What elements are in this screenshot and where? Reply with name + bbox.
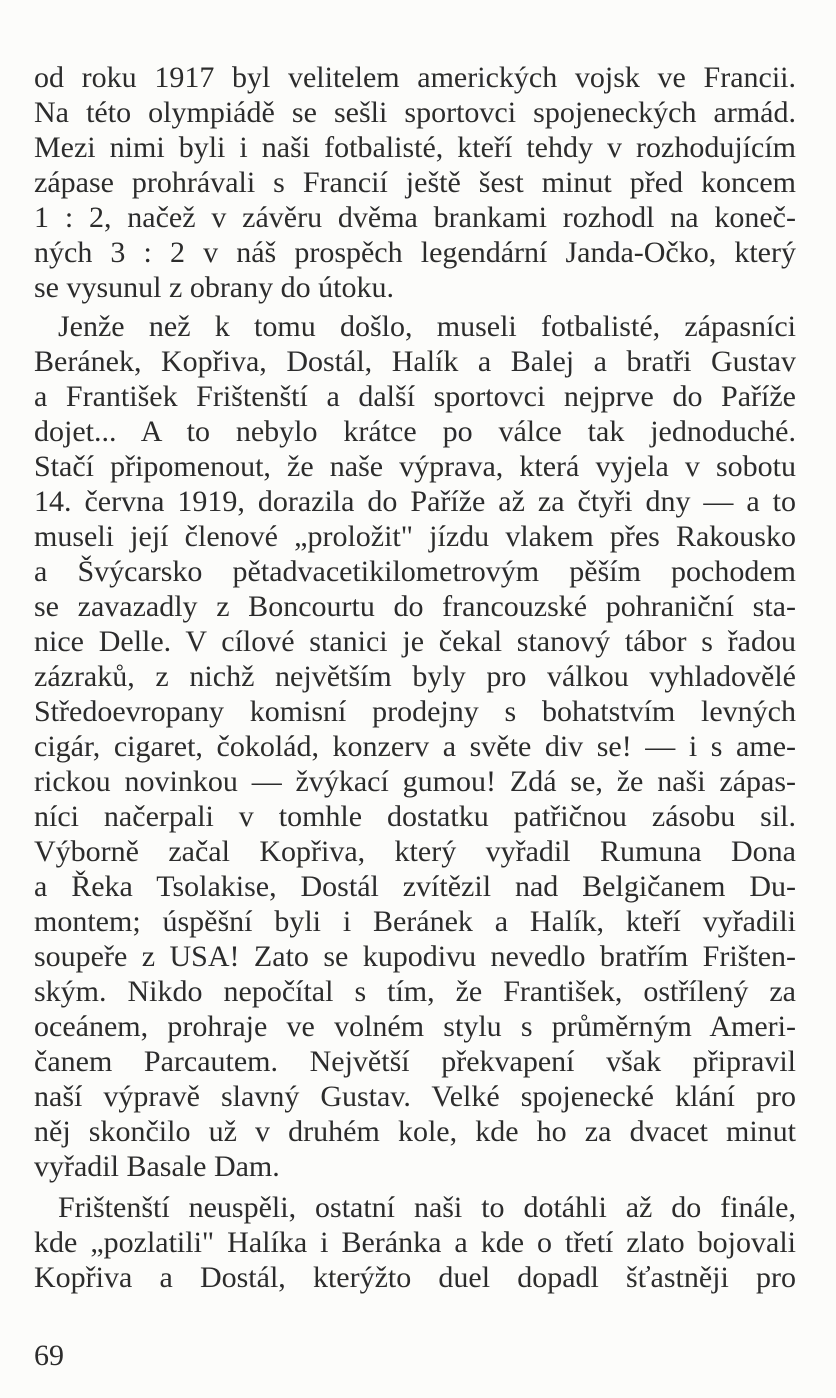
text-line: nice Delle. V cílové stanici je čekal stanový tábor s řadou <box>34 625 796 658</box>
text-line: zázraků, z nichž největším byly pro válkou vyhladovělé <box>34 660 796 693</box>
text-line: níci načerpali v tomhle dostatku patřičnou zásobu sil. <box>34 800 796 833</box>
text-line: Stačí připomenout, že naše výprava, která vyjela v sobotu <box>34 450 796 483</box>
text-line: Mezi nimi byli i naši fotbalisté, kteří tehdy v rozhodujícím <box>34 131 796 164</box>
text-line: zápase prohrávali s Francií ještě šest minut před koncem <box>34 166 796 199</box>
text-line: a Švýcarsko pětadvacetikilometrovým pěším pochodem <box>34 555 796 588</box>
text-line: vyřadil Basale Dam. <box>34 1150 280 1183</box>
text-line: rickou novinkou — žvýkací gumou! Zdá se, že naši zápas- <box>34 765 796 798</box>
text-line: cigár, cigaret, čokolád, konzerv a světe div se! — i s ame- <box>34 730 796 763</box>
text-line: montem; úspěšní byli i Beránek a Halík, kteří vyřadili <box>34 905 796 938</box>
text-line: Beránek, Kopřiva, Dostál, Halík a Balej a bratři Gustav <box>34 345 796 378</box>
text-line: od roku 1917 byl velitelem amerických vojsk ve Francii. <box>34 61 796 94</box>
text-line: a Řeka Tsolakise, Dostál zvítězil nad Belgičanem Du- <box>34 870 796 903</box>
text-line: se vysunul z obrany do útoku. <box>34 271 394 304</box>
text-line: museli její členové „proložit" jízdu vlakem přes Rakousko <box>34 520 796 553</box>
text-line: ných 3 : 2 v náš prospěch legendární Janda-Očko, který <box>34 236 796 269</box>
text-line: soupeře z USA! Zato se kupodivu nevedlo bratřím Frišten- <box>34 940 796 973</box>
text-line: 1 : 2, načež v závěru dvěma brankami rozhodl na koneč- <box>34 201 796 234</box>
text-line: 14. června 1919, dorazila do Paříže až za čtyři dny — a to <box>34 485 796 518</box>
text-line: dojet... A to nebylo krátce po válce tak jednoduché. <box>34 415 796 448</box>
text-line: a František Frištenští a další sportovci nejprve do Paříže <box>34 380 796 413</box>
page-number: 69 <box>34 1339 64 1372</box>
text-line: ským. Nikdo nepočítal s tím, že František, ostřílený za <box>34 975 796 1008</box>
text-line: kde „pozlatili" Halíka i Beránka a kde o třetí zlato bojovali <box>34 1226 796 1259</box>
text-line: se zavazadly z Boncourtu do francouzské pohraniční sta- <box>34 590 796 623</box>
text-line: oceánem, prohraje ve volném stylu s průměrným Ameri- <box>34 1010 796 1043</box>
text-line: něj skončilo už v druhém kole, kde ho za dvacet minut <box>34 1115 796 1148</box>
text-line: naší výpravě slavný Gustav. Velké spojenecké klání pro <box>34 1080 796 1113</box>
text-line: Jenže než k tomu došlo, museli fotbalisté, zápasníci <box>58 310 796 343</box>
text-line: čanem Parcautem. Největší překvapení však připravil <box>34 1045 796 1078</box>
text-line: Středoevropany komisní prodejny s bohatstvím levných <box>34 695 796 728</box>
text-line: Výborně začal Kopřiva, který vyřadil Rumuna Dona <box>34 835 796 868</box>
text-line: Frištenští neuspěli, ostatní naši to dotáhli až do finále, <box>58 1191 796 1224</box>
text-line: Na této olympiádě se sešli sportovci spojeneckých armád. <box>34 96 796 129</box>
text-line: Kopřiva a Dostál, kterýžto duel dopadl šťastněji pro <box>34 1261 796 1294</box>
